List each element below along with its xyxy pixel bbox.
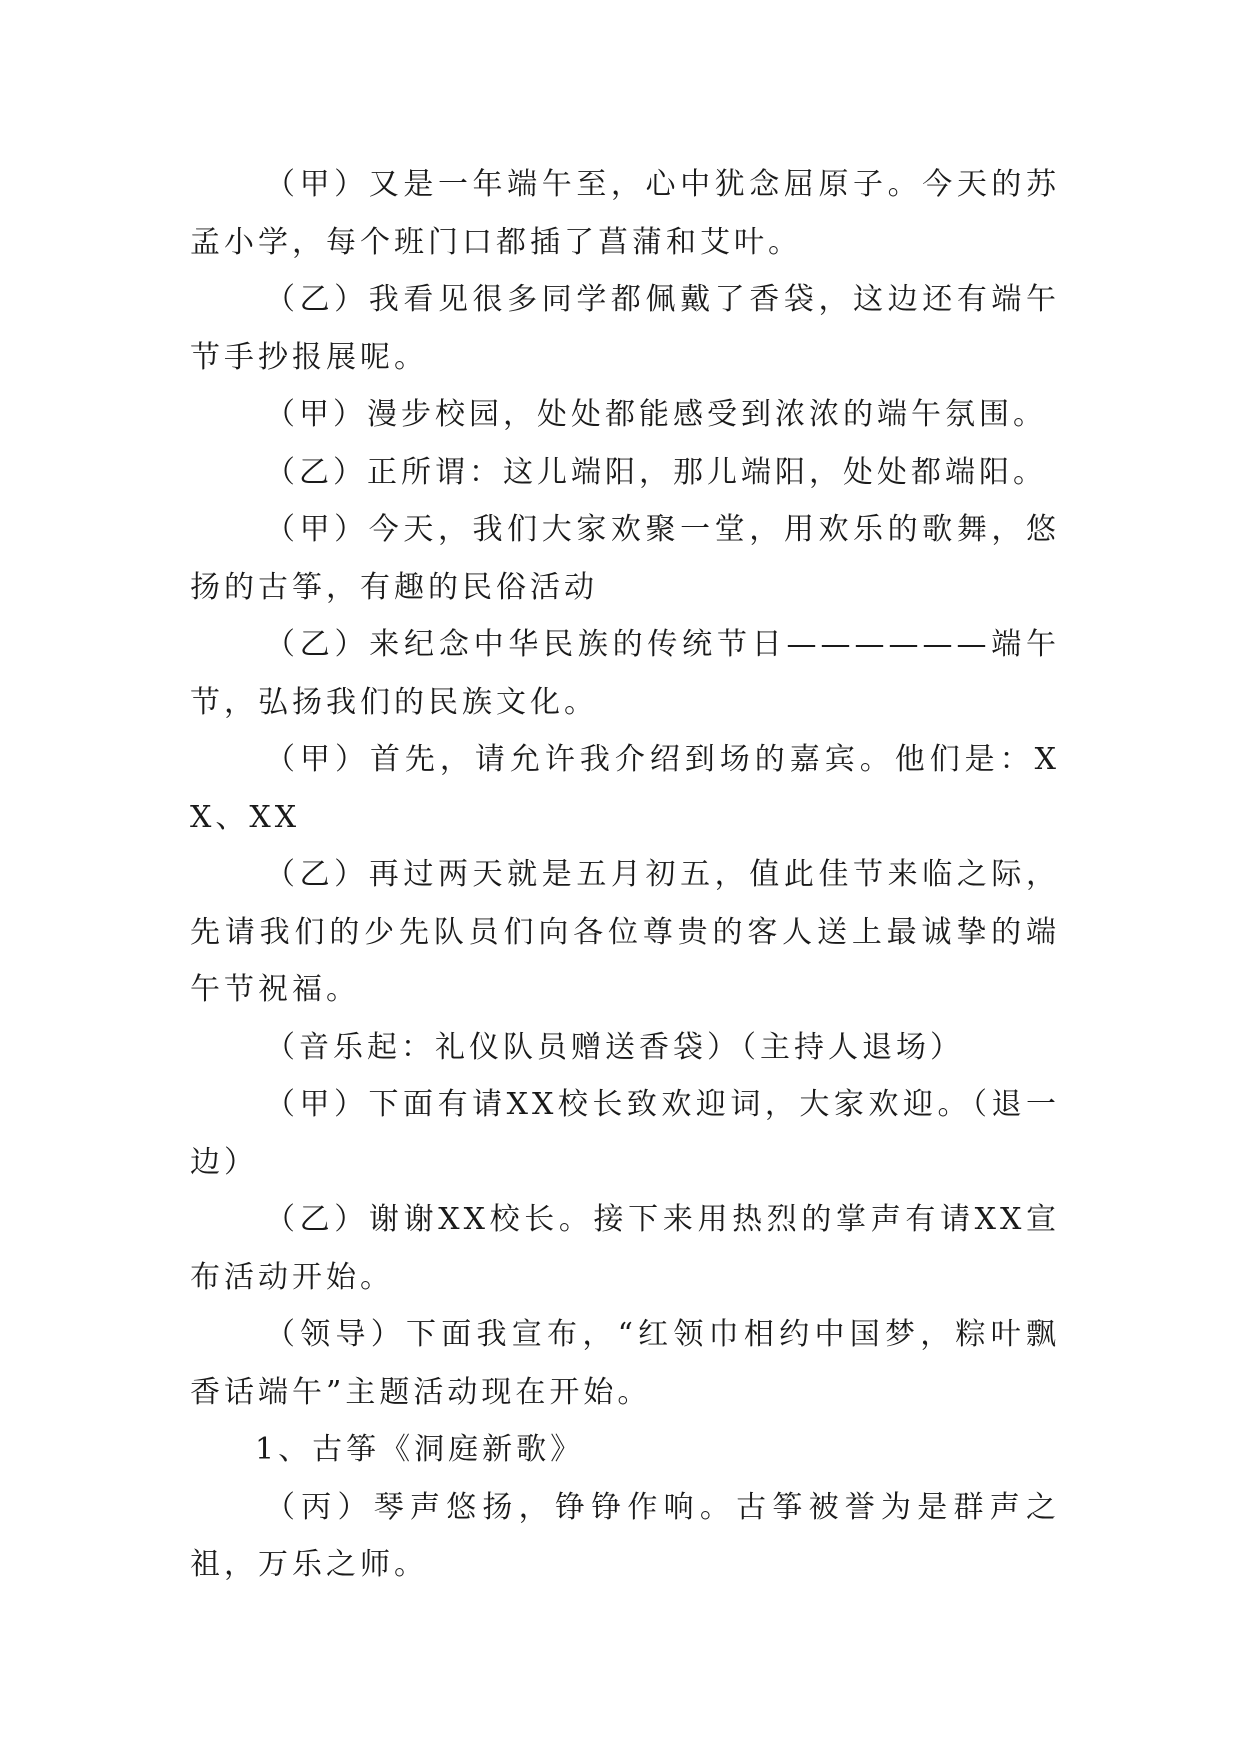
paragraph-9: （音乐起：礼仪队员赠送香袋）（主持人退场） <box>265 1029 964 1065</box>
paragraph-3: （甲）漫步校园，处处都能感受到浓浓的端午氛围。 <box>265 397 1047 432</box>
paragraph-7: （甲）首先，请允许我介绍到场的嘉宾。他们是：XX、XX <box>190 742 1060 835</box>
closing-paragraph: （丙）琴声悠扬，铮铮作响。古筝被誉为是群声之祖，万乐之师。 <box>190 1489 1060 1582</box>
paragraph-5: （甲）今天，我们大家欢聚一堂，用欢乐的歌舞，悠扬的古筝，有趣的民俗活动 <box>190 512 1060 605</box>
paragraph-8: （乙）再过两天就是五月初五，值此佳节来临之际，先请我们的少先队员们向各位尊贵的客人送上最诚挚的端午节祝福。 <box>190 857 1060 1007</box>
paragraph-6: （乙）来纪念中华民族的传统节日——————端午节，弘扬我们的民族文化。 <box>190 627 1060 720</box>
paragraph-11: （乙）谢谢XX校长。接下来用热烈的掌声有请XX宣布活动开始。 <box>190 1202 1060 1295</box>
document-body <box>190 156 1060 1594</box>
paragraph-2: （乙）我看见很多同学都佩戴了香袋，这边还有端午节手抄报展呢。 <box>190 282 1060 375</box>
paragraph-10: （甲）下面有请XX校长致欢迎词，大家欢迎。（退一边） <box>190 1087 1060 1180</box>
program-item: 1、古筝《洞庭新歌》 <box>255 1432 585 1467</box>
paragraph-1: （甲）又是一年端午至，心中犹念屈原子。今天的苏孟小学，每个班门口都插了菖蒲和艾叶。 <box>190 167 1060 260</box>
paragraph-12: （领导）下面我宣布，“红领巾相约中国梦，粽叶飘香话端午”主题活动现在开始。 <box>190 1317 1060 1410</box>
paragraph-4: （乙）正所谓：这儿端阳，那儿端阳，处处都端阳。 <box>265 454 1047 490</box>
